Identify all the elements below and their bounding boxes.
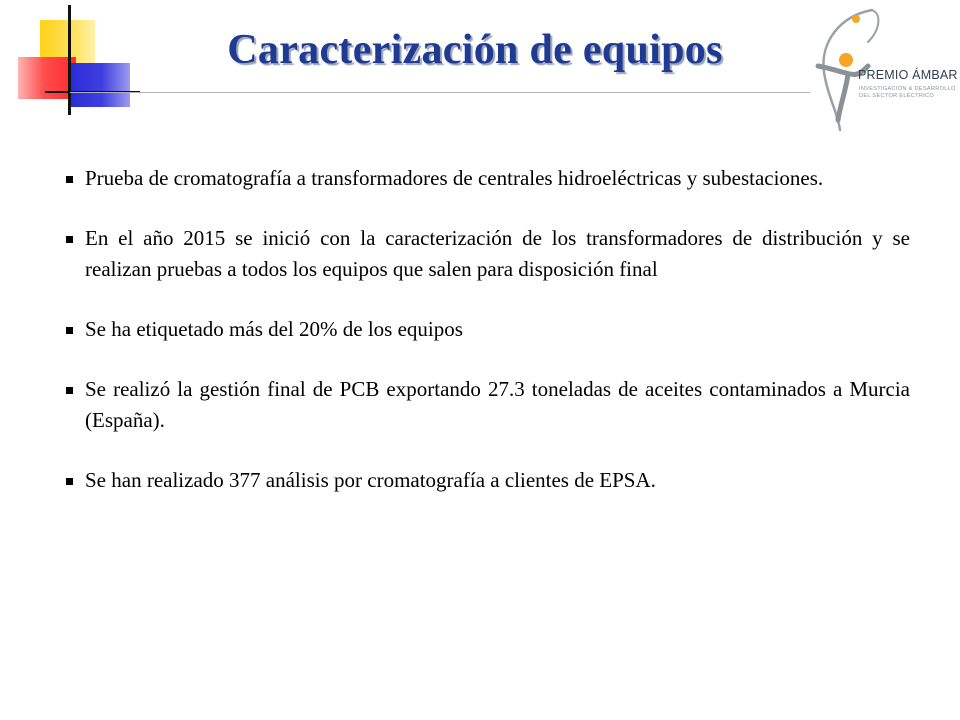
- logo-tagline-line2: DEL SECTOR ELÉCTRICO: [859, 93, 935, 99]
- bullet-square-icon: [66, 176, 73, 183]
- slide-title: Caracterización de equipos: [227, 27, 723, 73]
- bullet-item: [60, 314, 910, 345]
- deco-blue-square: [68, 63, 130, 107]
- bullet-square-icon: [66, 387, 73, 394]
- bullet-item: [60, 163, 910, 194]
- bullet-item: [60, 465, 910, 496]
- deco-vertical-line: [68, 5, 71, 115]
- bullet-text: Se han realizado 377 análisis por cromatografía a clientes de EPSA.: [85, 468, 656, 492]
- logo-brand-name: PREMIO ÁMBAR: [858, 68, 958, 82]
- bullet-text: Se realizó la gestión final de PCB exportando 27.3 toneladas de aceites contaminados a Murcia (España).: [85, 377, 910, 432]
- bullet-list: [60, 163, 910, 525]
- bullet-text: Prueba de cromatografía a transformadores de centrales hidroeléctricas y subestaciones.: [85, 166, 824, 190]
- bullet-square-icon: [66, 327, 73, 334]
- title-underline-rule: [70, 92, 810, 93]
- decorative-color-blocks: [0, 0, 140, 130]
- bullet-text: En el año 2015 se inició con la caracterización de los transformadores de distribución y se realizan pruebas a todos los equipos que salen para disposición final: [85, 226, 910, 281]
- logo-tagline-line1: INVESTIGACIÓN & DESARROLLO: [859, 86, 956, 92]
- bullet-item: [60, 374, 910, 436]
- bullet-text: Se ha etiquetado más del 20% de los equipos: [85, 317, 463, 341]
- bullet-square-icon: [66, 478, 73, 485]
- premio-ambar-logo: [810, 2, 958, 137]
- bullet-item: [60, 223, 910, 285]
- bullet-square-icon: [66, 236, 73, 243]
